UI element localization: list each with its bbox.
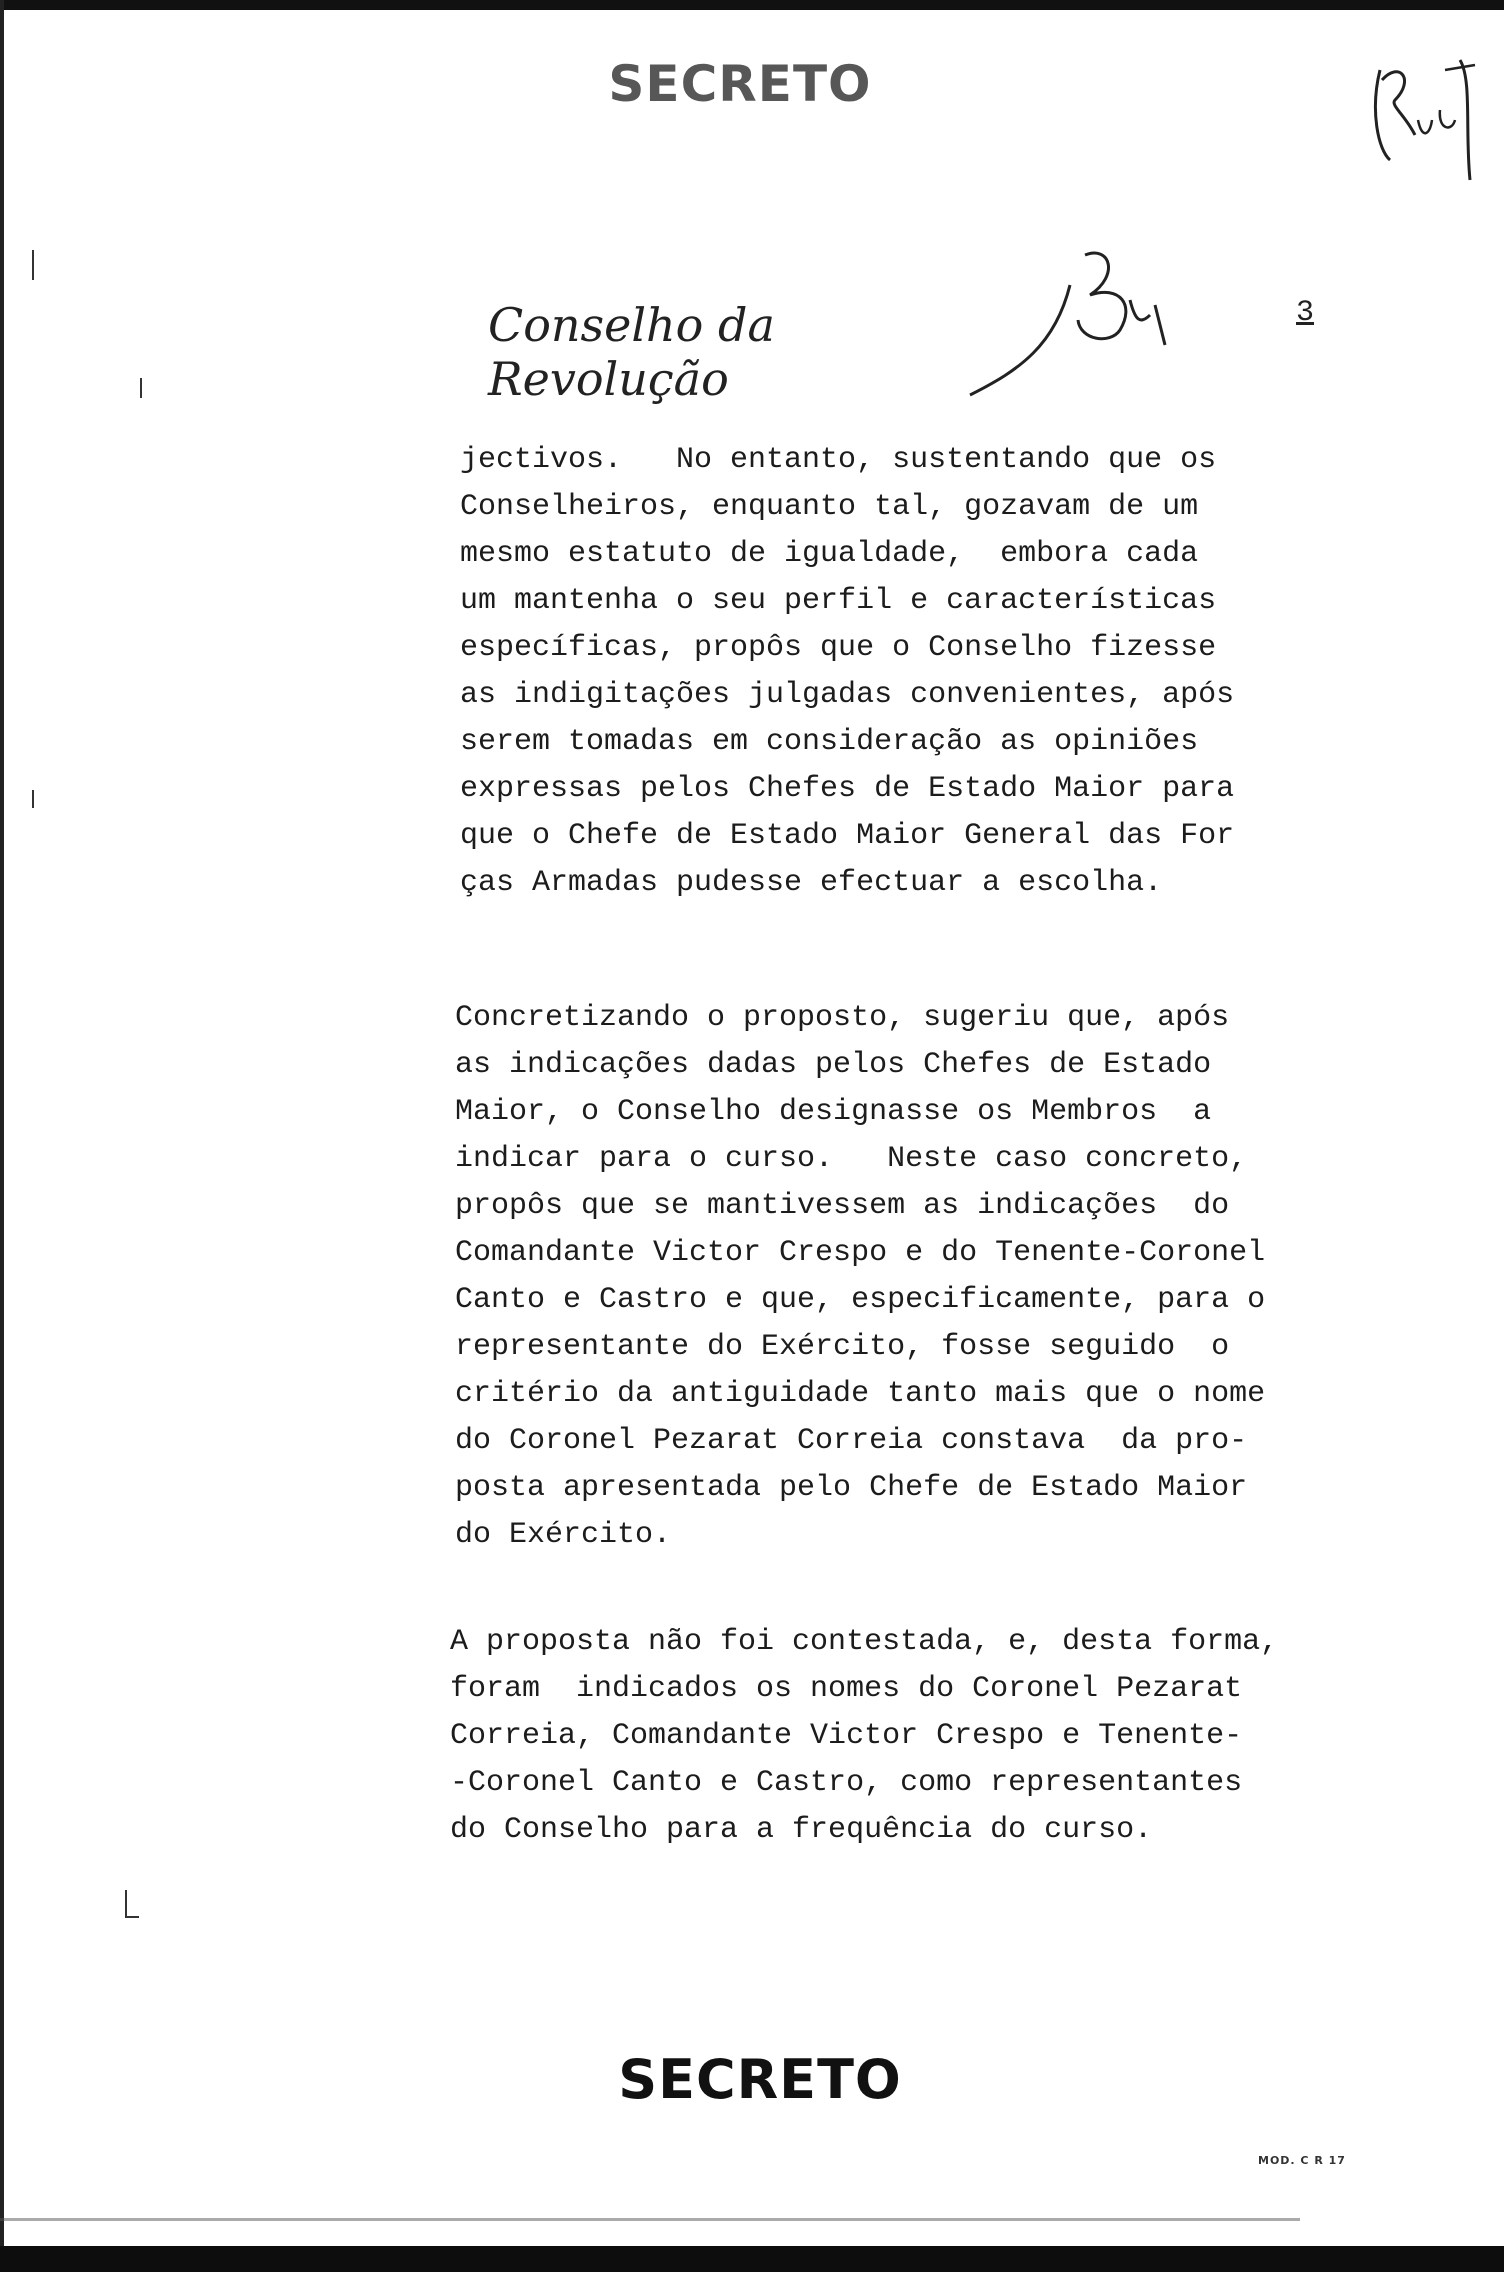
paragraph-2 <box>455 995 1265 1559</box>
letterhead: Conselho da Revolução <box>488 298 775 406</box>
margin-mark <box>32 790 34 808</box>
text-line: A proposta não foi contestada, e, desta forma, <box>450 1625 1279 1659</box>
text-line: foram indicados os nomes do Coronel Pezarat <box>450 1672 1243 1706</box>
text-line: serem tomadas em consideração as opiniões <box>460 725 1199 759</box>
scan-border-top <box>0 0 1504 10</box>
text-line: Correia, Comandante Victor Crespo e Tenente- <box>450 1719 1243 1753</box>
secret-stamp-bottom: SECRETO <box>618 2048 902 2111</box>
paragraph-1 <box>460 437 1234 907</box>
text-line: um mantenha o seu perfil e características <box>460 584 1217 618</box>
margin-mark <box>140 378 142 398</box>
text-line: Conselheiros, enquanto tal, gozavam de um <box>460 490 1199 524</box>
text-line: mesmo estatuto de igualdade, embora cada <box>460 537 1199 571</box>
scan-border-left <box>0 0 4 2272</box>
handwritten-initials <box>1360 40 1480 190</box>
margin-mark <box>32 250 34 280</box>
text-line: Canto e Castro e que, especificamente, para o <box>455 1283 1266 1317</box>
text-line: do Coronel Pezarat Correia constava da pro- <box>455 1424 1248 1458</box>
text-line: -Coronel Canto e Castro, como representantes <box>450 1766 1243 1800</box>
text-line: Maior, o Conselho designasse os Membros a <box>455 1095 1212 1129</box>
text-line: indicar para o curso. Neste caso concreto, <box>455 1142 1248 1176</box>
scan-border-bottom <box>0 2246 1504 2272</box>
text-line: as indicações dadas pelos Chefes de Estado <box>455 1048 1212 1082</box>
text-line: as indigitações julgadas convenientes, após <box>460 678 1235 712</box>
text-line: critério da antiguidade tanto mais que o nome <box>455 1377 1266 1411</box>
text-line: ças Armadas pudesse efectuar a escolha. <box>460 866 1163 900</box>
text-line: Comandante Victor Crespo e do Tenente-Coronel <box>455 1236 1266 1270</box>
handwritten-signature <box>960 245 1170 405</box>
text-line: do Conselho para a frequência do curso. <box>450 1813 1153 1847</box>
form-code: MOD. C R 17 <box>1258 2154 1346 2167</box>
text-line: do Exército. <box>455 1518 672 1552</box>
text-line: posta apresentada pelo Chefe de Estado Maior <box>455 1471 1248 1505</box>
page-number: 3 <box>1296 296 1315 330</box>
text-line: jectivos. No entanto, sustentando que os <box>460 443 1217 477</box>
secret-stamp-top: SECRETO <box>608 55 872 113</box>
margin-mark <box>125 1916 139 1918</box>
text-line: Concretizando o proposto, sugeriu que, após <box>455 1001 1230 1035</box>
text-line: propôs que se mantivessem as indicações do <box>455 1189 1230 1223</box>
text-line: que o Chefe de Estado Maior General das For <box>460 819 1235 853</box>
paragraph-3 <box>450 1619 1278 1854</box>
text-line: específicas, propôs que o Conselho fizesse <box>460 631 1217 665</box>
scan-streak <box>0 2218 1300 2221</box>
text-line: representante do Exército, fosse seguido o <box>455 1330 1230 1364</box>
margin-mark <box>125 1890 127 1918</box>
text-line: expressas pelos Chefes de Estado Maior para <box>460 772 1235 806</box>
